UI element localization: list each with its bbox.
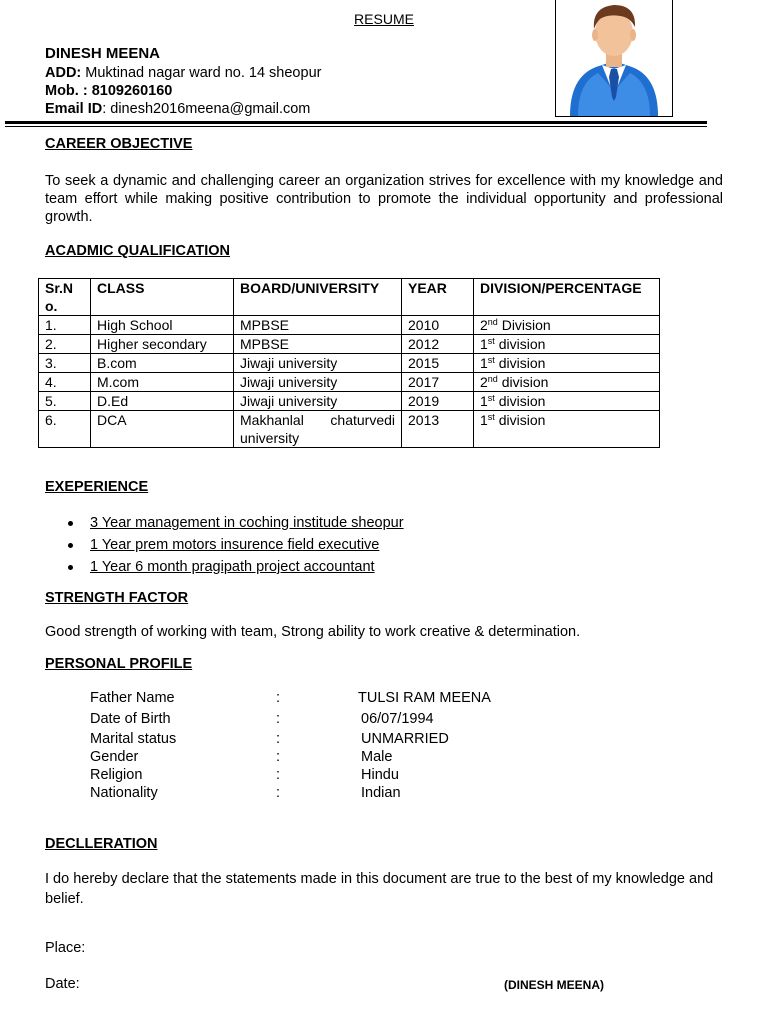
cell-year: 2012 [402,335,474,354]
table-row [39,411,660,448]
col-header-sr: Sr.N o. [39,279,91,316]
profile-separator: : [276,711,281,727]
document-title: RESUME [354,11,414,27]
cell-class: DCA [91,411,234,448]
cell-division: 1st division [474,335,660,354]
list-item: 1 Year 6 month pragipath project accountant [68,556,404,578]
cell-division: 2nd division [474,373,660,392]
profile-row-nationality [90,785,590,803]
cell-sr: 2. [39,335,91,354]
cell-class: Higher secondary [91,335,234,354]
profile-value: Indian [361,785,401,801]
table-header-row [39,279,660,316]
career-objective-heading: CAREER OBJECTIVE [45,136,193,152]
profile-row-father [90,690,590,708]
qualification-heading: ACADMIC QUALIFICATION [45,243,230,259]
bullet-icon [68,565,73,570]
cell-class: B.com [91,354,234,373]
profile-row-religion [90,767,590,785]
cell-board: Jiwaji university [234,354,402,373]
col-header-year: YEAR [402,279,474,316]
address-line [45,65,321,81]
cell-board: Makhanlal chaturvedi university [234,411,402,448]
cell-year: 2017 [402,373,474,392]
profile-separator: : [276,749,281,765]
col-header-division: DIVISION/PERCENTAGE [474,279,660,316]
profile-separator: : [276,767,281,783]
table-row [39,316,660,335]
profile-label: Religion [90,767,143,783]
avatar-icon [556,0,672,116]
table-row [39,335,660,354]
cell-sr: 5. [39,392,91,411]
table-row [39,392,660,411]
cell-class: D.Ed [91,392,234,411]
date-label: Date: [45,976,80,992]
bullet-icon [68,521,73,526]
experience-list [68,512,404,578]
cell-board: MPBSE [234,316,402,335]
mobile-line [45,83,172,99]
profile-label: Nationality [90,785,158,801]
address-value: Muktinad nagar ward no. 14 sheopur [81,65,322,81]
profile-label: Gender [90,749,139,765]
cell-board: MPBSE [234,335,402,354]
profile-value: TULSI RAM MEENA [358,690,491,706]
cell-sr: 6. [39,411,91,448]
strength-text: Good strength of working with team, Strong ability to work creative & determination. [45,624,581,640]
cell-division: 2nd Division [474,316,660,335]
cell-class: M.com [91,373,234,392]
applicant-name: DINESH MEENA [45,45,161,62]
email-line [45,101,310,117]
career-objective-text: To seek a dynamic and challenging career an organization strives for excellence with my knowledge and team effort while making positive contribution to promote the individual opportunity and professional growth. [45,173,723,225]
signature-name: (DINESH MEENA) [504,978,605,992]
profile-value: UNMARRIED [361,731,449,747]
qualification-table [38,278,660,448]
profile-label: Marital status [90,731,177,747]
cell-class: High School [91,316,234,335]
cell-year: 2019 [402,392,474,411]
header-divider-thin [5,126,707,127]
experience-heading: EXEPERIENCE [45,479,149,495]
address-label: ADD: [45,65,82,81]
profile-row-marital [90,731,590,749]
profile-value: Male [361,749,393,765]
cell-year: 2010 [402,316,474,335]
profile-separator: : [276,731,281,747]
cell-division: 1st division [474,392,660,411]
email-value: : dinesh2016meena@gmail.com [102,101,311,117]
cell-year: 2015 [402,354,474,373]
profile-label: Date of Birth [90,711,171,727]
bullet-icon [68,543,73,548]
mobile-value: 8109260160 [87,83,173,99]
place-label: Place: [45,940,86,956]
profile-value: Hindu [361,767,399,783]
cell-year: 2013 [402,411,474,448]
col-header-board: BOARD/UNIVERSITY [234,279,402,316]
declaration-heading: DECLLERATION [45,836,158,852]
cell-board: Jiwaji university [234,392,402,411]
email-label: Email ID [45,101,103,117]
profile-separator: : [276,690,281,706]
profile-row-dob [90,711,590,729]
profile-separator: : [276,785,281,801]
cell-sr: 3. [39,354,91,373]
cell-board: Jiwaji university [234,373,402,392]
strength-heading: STRENGTH FACTOR [45,590,189,606]
list-item: 1 Year prem motors insurence field executive [68,534,404,556]
col-header-class: CLASS [91,279,234,316]
profile-photo [555,0,673,117]
profile-value: 06/07/1994 [361,711,434,727]
cell-division: 1st division [474,411,660,448]
table-row [39,373,660,392]
header-divider-thick [5,121,707,124]
cell-sr: 1. [39,316,91,335]
cell-division: 1st division [474,354,660,373]
cell-sr: 4. [39,373,91,392]
profile-row-gender [90,749,590,767]
list-item: 3 Year management in coching institude sheopur [68,512,404,534]
personal-profile-heading: PERSONAL PROFILE [45,656,193,672]
profile-label: Father Name [90,690,175,706]
mobile-label: Mob. : [45,83,88,99]
table-row [39,354,660,373]
declaration-text: I do hereby declare that the statements made in this document are true to the best of my knowledge and belief. [45,871,714,907]
